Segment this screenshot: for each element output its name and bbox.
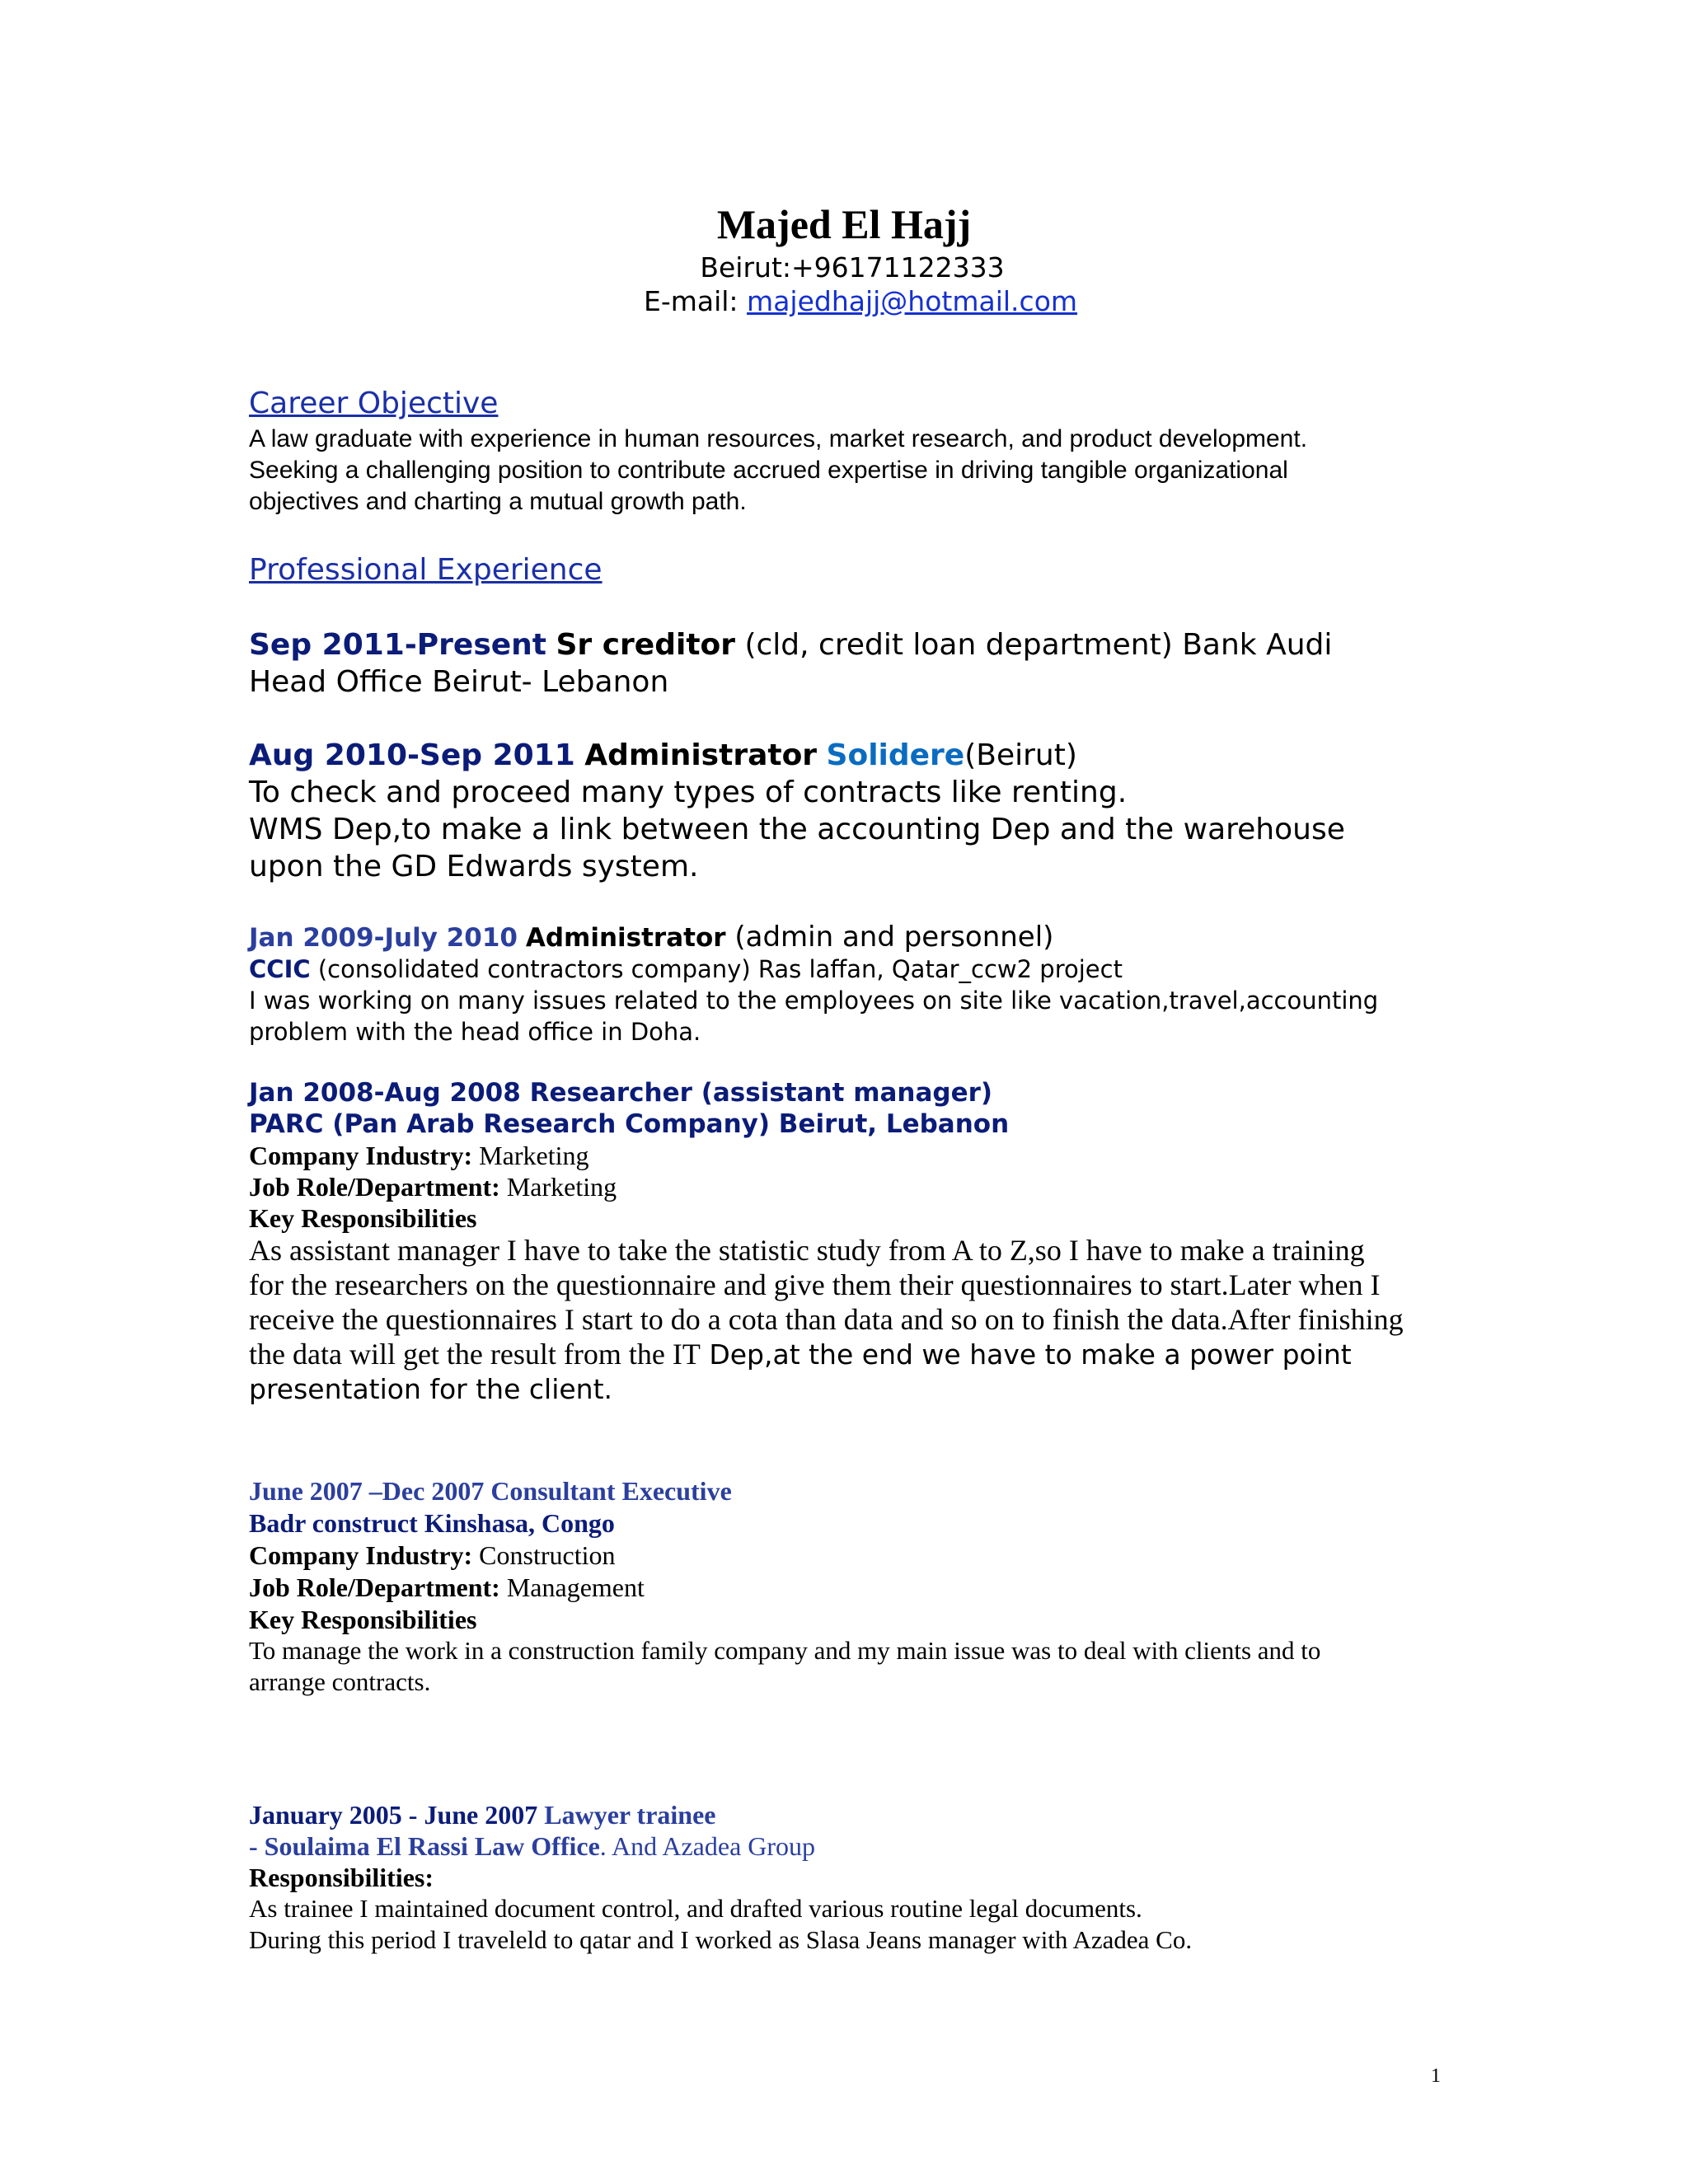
job6-title: Lawyer trainee bbox=[537, 1800, 716, 1830]
job3-company: CCIC bbox=[249, 955, 311, 983]
job4-role-value: Marketing bbox=[499, 1172, 617, 1202]
job3-company-desc: (consolidated contractors company) Ras laffan, Qatar_ccw2 project bbox=[310, 955, 1123, 983]
job1-line1 bbox=[249, 626, 1332, 664]
job4-resp-line: for the researchers on the questionnaire and give them their questionnaires to start.Later when I bbox=[249, 1268, 1381, 1301]
job5-line1: June 2007 –Dec 2007 Consultant Executive bbox=[249, 1476, 732, 1506]
job5-resp-label: Key Responsibilities bbox=[249, 1605, 477, 1634]
job4-role-label: Job Role/Department: bbox=[249, 1172, 500, 1202]
job5-resp-line: arrange contracts. bbox=[249, 1667, 431, 1696]
job4-industry bbox=[249, 1140, 588, 1171]
job2-line: WMS Dep,to make a link between the accounting Dep and the warehouse bbox=[249, 813, 1345, 846]
job6-resp-label: Responsibilities: bbox=[249, 1863, 434, 1892]
email-link[interactable]: majedhajj@hotmail.com bbox=[747, 285, 1078, 317]
job6-line2 bbox=[249, 1830, 815, 1862]
job5-line2: Badr construct Kinshasa, Congo bbox=[249, 1508, 615, 1538]
job3-title: Administrator bbox=[525, 923, 726, 953]
job2-title: Administrator bbox=[584, 738, 818, 772]
job5-resp-line: To manage the work in a construction family company and my main issue was to deal with clients and to bbox=[249, 1636, 1321, 1665]
job5-role bbox=[249, 1572, 645, 1603]
job6-company: - Soulaima El Rassi Law Office bbox=[249, 1831, 600, 1861]
job4-industry-value: Marketing bbox=[472, 1141, 589, 1170]
job4-industry-label: Company Industry: bbox=[249, 1141, 473, 1170]
email-line bbox=[0, 285, 1688, 318]
candidate-name: Majed El Hajj bbox=[716, 201, 972, 247]
job6-dates: January 2005 - June 2007 bbox=[249, 1800, 538, 1830]
job5-industry-label: Company Industry: bbox=[249, 1540, 473, 1570]
job6-resp-line: As trainee I maintained document control, and drafted various routine legal documents. bbox=[249, 1894, 1142, 1923]
professional-experience-heading: Professional Experience bbox=[249, 553, 603, 587]
job3-line: I was working on many issues related to the employees on site like vacation,travel,accounting bbox=[249, 987, 1379, 1015]
job3-dates: Jan 2009-July 2010 bbox=[249, 923, 518, 953]
job5-role-label: Job Role/Department: bbox=[249, 1572, 500, 1602]
job6-line1 bbox=[249, 1799, 715, 1830]
job4-resp-line4-serif: the data will get the result from the IT bbox=[249, 1338, 701, 1371]
job1-desc: (cld, credit loan department) Bank Audi bbox=[735, 628, 1333, 662]
job2-dates: Aug 2010-Sep 2011 bbox=[249, 738, 575, 772]
career-objective-line: Seeking a challenging position to contribute accrued expertise in driving tangible organizational bbox=[249, 457, 1288, 484]
job5-role-value: Management bbox=[499, 1572, 645, 1602]
job4-role bbox=[249, 1171, 617, 1202]
career-objective-line: A law graduate with experience in human resources, market research, and product development. bbox=[249, 425, 1308, 452]
job2-line1 bbox=[249, 737, 1077, 775]
job4-resp-line: As assistant manager I have to take the statistic study from A to Z,so I have to make a training bbox=[249, 1234, 1365, 1267]
job2-location: (Beirut) bbox=[964, 738, 1077, 772]
career-objective-line: objectives and charting a mutual growth path. bbox=[249, 488, 747, 515]
job5-industry-value: Construction bbox=[472, 1540, 616, 1570]
job4-line2: PARC (Pan Arab Research Company) Beirut, Lebanon bbox=[249, 1109, 1010, 1139]
job3-line1 bbox=[249, 921, 1053, 954]
job3-line: problem with the head office in Doha. bbox=[249, 1018, 701, 1046]
career-objective-heading: Career Objective bbox=[249, 387, 499, 420]
job4-resp-line: presentation for the client. bbox=[249, 1373, 613, 1405]
job1-dates: Sep 2011-Present bbox=[249, 628, 547, 662]
job4-resp-line4-sans: Dep,at the end we have to make a power point bbox=[700, 1338, 1352, 1371]
page-number: 1 bbox=[1431, 2065, 1441, 2087]
job3-line2 bbox=[249, 954, 1123, 985]
phone-line: Beirut:+96171122333 bbox=[700, 251, 1005, 284]
job2-company: Solidere bbox=[826, 738, 965, 772]
job5-industry bbox=[249, 1540, 616, 1571]
job2-line: upon the GD Edwards system. bbox=[249, 850, 699, 883]
job4-line1: Jan 2008-Aug 2008 Researcher (assistant manager) bbox=[249, 1078, 993, 1108]
job1-line2: Head Office Beirut- Lebanon bbox=[249, 665, 669, 699]
job6-resp-line: During this period I traveleld to qatar and I worked as Slasa Jeans manager with Azadea Co. bbox=[249, 1925, 1193, 1954]
job3-desc: (admin and personnel) bbox=[725, 921, 1054, 954]
job6-company-rest: . And Azadea Group bbox=[599, 1831, 816, 1861]
job1-title: Sr creditor bbox=[556, 628, 736, 662]
email-label: E-mail: bbox=[643, 285, 748, 317]
job2-line: To check and proceed many types of contracts like renting. bbox=[249, 776, 1128, 809]
job4-resp-label: Key Responsibilities bbox=[249, 1203, 477, 1233]
job4-resp-line: receive the questionnaires I start to do a cota than data and so on to finish the data.After finishing bbox=[249, 1303, 1404, 1336]
